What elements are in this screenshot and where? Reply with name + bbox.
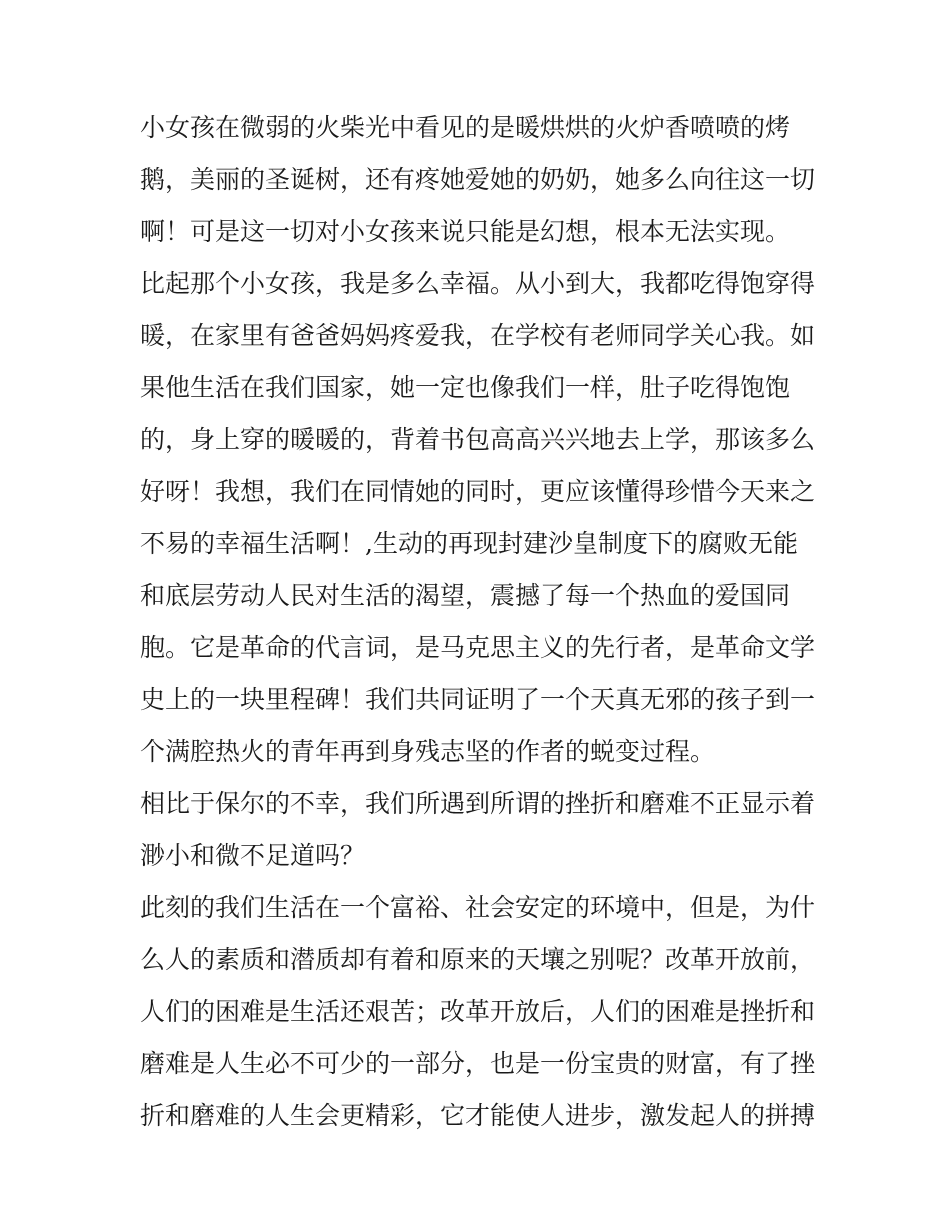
text-line: 小女孩在微弱的火柴光中看见的是暖烘烘的火炉香喷喷的烤 (140, 113, 791, 142)
text-line: 胞。它是革命的代言词，是马克思主义的先行者，是革命文学 (140, 633, 816, 662)
text-line: 人们的困难是生活还艰苦；改革开放后，人们的困难是挫折和 (140, 997, 816, 1026)
text-line: 此刻的我们生活在一个富裕、社会安定的环境中，但是，为什 (140, 893, 816, 922)
text-line: 磨难是人生必不可少的一部分，也是一份宝贵的财富，有了挫 (140, 1049, 816, 1078)
text-line: 渺小和微不足道吗？ (140, 841, 366, 870)
text-line: 啊！可是这一切对小女孩来说只能是幻想，根本无法实现。 (140, 217, 791, 246)
text-line: 折和磨难的人生会更精彩，它才能使人进步，激发起人的拼搏 (140, 1101, 816, 1130)
text-line: 么人的素质和潜质却有着和原来的天壤之别呢？改革开放前， (140, 945, 816, 974)
text-line: 个满腔热火的青年再到身残志坚的作者的蜕变过程。 (140, 737, 716, 766)
text-line: 比起那个小女孩，我是多么幸福。从小到大，我都吃得饱穿得 (140, 269, 816, 298)
body-text (140, 102, 820, 1142)
text-line: 和底层劳动人民对生活的渴望，震撼了每一个热血的爱国同 (140, 581, 791, 610)
text-line: 暖，在家里有爸爸妈妈疼爱我，在学校有老师同学关心我。如 (140, 321, 816, 350)
text-line: 史上的一块里程碑！我们共同证明了一个天真无邪的孩子到一 (140, 685, 816, 714)
text-line: 果他生活在我们国家，她一定也像我们一样，肚子吃得饱饱 (140, 373, 791, 402)
text-line: 相比于保尔的不幸，我们所遇到所谓的挫折和磨难不正显示着 (140, 789, 816, 818)
text-line: 不易的幸福生活啊！,生动的再现封建沙皇制度下的腐败无能 (140, 529, 798, 558)
text-line: 好呀！我想，我们在同情她的同时，更应该懂得珍惜今天来之 (140, 477, 816, 506)
text-line: 的，身上穿的暖暖的，背着书包高高兴兴地去上学，那该多么 (140, 425, 816, 454)
text-line: 鹅，美丽的圣诞树，还有疼她爱她的奶奶，她多么向往这一切 (140, 165, 816, 194)
